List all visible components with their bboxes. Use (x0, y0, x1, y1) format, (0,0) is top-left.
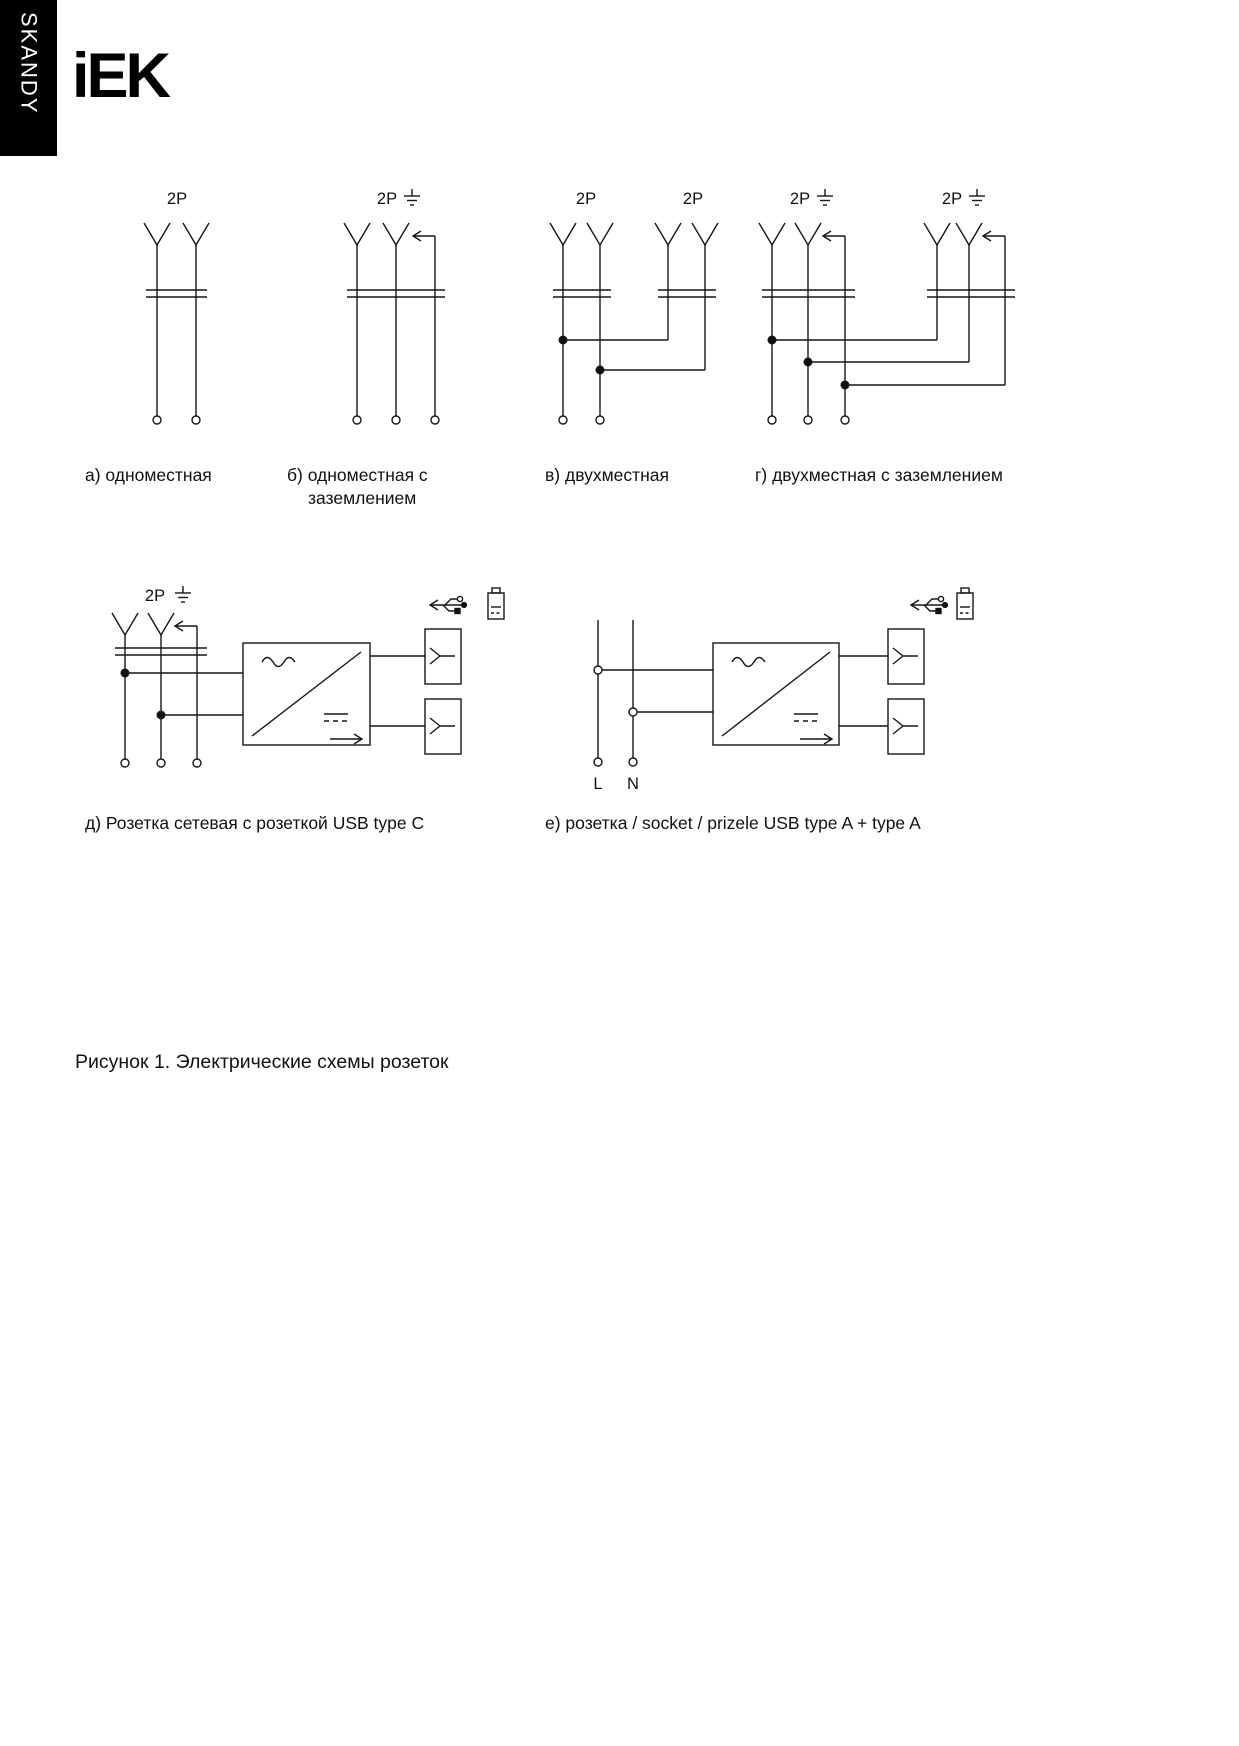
terminal-circle (804, 416, 812, 424)
junction-dot (804, 358, 812, 366)
junction-dot (596, 366, 604, 374)
pole-label: 2P (144, 587, 166, 605)
terminal-circle (392, 416, 400, 424)
power-converter-box (243, 643, 370, 745)
junction-dot (559, 336, 567, 344)
caption-v: в) двухместная (545, 465, 670, 485)
plug-contact-icon (148, 613, 174, 635)
plug-contact-icon (144, 223, 170, 245)
caption-b-line1: б) одноместная с (287, 465, 428, 485)
caption-g: г) двухместная с заземлением (755, 465, 1003, 485)
plug-contact-icon (956, 223, 982, 245)
plug-contact-icon (550, 223, 576, 245)
terminal-circle (121, 759, 129, 767)
iek-logo: iEK (72, 41, 169, 111)
terminal-circle (629, 758, 637, 766)
brand-sidebar (0, 0, 57, 156)
battery-icon (957, 588, 973, 619)
pole-label: 2P (376, 190, 398, 208)
terminal-circle (193, 759, 201, 767)
power-converter-box (713, 643, 839, 745)
earth-ground-icon (175, 586, 191, 602)
terminal-circle (153, 416, 161, 424)
terminal-circle (353, 416, 361, 424)
brand-sidebar-label: SKANDY (16, 12, 42, 115)
junction-dot (841, 381, 849, 389)
terminal-circle (841, 416, 849, 424)
pole-label: 2P (682, 190, 704, 208)
diagram-b-schematic (340, 180, 470, 440)
plug-contact-icon (112, 613, 138, 635)
earth-ground-icon (817, 189, 833, 205)
caption-b-line2: заземлением (308, 488, 417, 508)
plug-contact-icon (924, 223, 950, 245)
pole-label: 2P (166, 190, 188, 208)
usb-icon (430, 596, 466, 613)
terminal-circle (596, 416, 604, 424)
junction-dot (768, 336, 776, 344)
caption-d: д) Розетка сетевая с розеткой USB type C (85, 813, 425, 833)
figure-caption: Рисунок 1. Электрические схемы розеток (75, 1051, 449, 1073)
usb-socket (425, 699, 461, 754)
tap-terminal-circle (629, 708, 637, 716)
terminal-circle (559, 416, 567, 424)
tap-terminal-circle (594, 666, 602, 674)
junction-dot (157, 711, 165, 719)
diagram-v-schematic (545, 180, 730, 440)
usb-socket (425, 629, 461, 684)
diagram-a-schematic (130, 180, 250, 440)
earth-ground-icon (404, 189, 420, 205)
diagram-d-schematic (100, 575, 520, 800)
earth-ground-icon (969, 189, 985, 205)
terminal-circle (768, 416, 776, 424)
plug-contact-icon (344, 223, 370, 245)
caption-b (287, 464, 428, 510)
usb-socket (888, 629, 924, 684)
usb-icon (911, 596, 947, 613)
terminal-circle (431, 416, 439, 424)
usb-socket (888, 699, 924, 754)
diagram-e-schematic (585, 575, 1005, 810)
diagram-g-schematic (755, 180, 1025, 440)
plug-contact-icon (759, 223, 785, 245)
battery-icon (488, 588, 504, 619)
junction-dot (121, 669, 129, 677)
terminal-circle (192, 416, 200, 424)
caption-a: а) одноместная (85, 465, 212, 485)
pole-label: 2P (575, 190, 597, 208)
caption-e: е) розетка / socket / prizele USB type A + type A (545, 813, 921, 833)
plug-contact-icon (183, 223, 209, 245)
plug-contact-icon (383, 223, 409, 245)
line-terminal-label: L (593, 775, 603, 793)
neutral-terminal-label: N (627, 775, 639, 793)
plug-contact-icon (795, 223, 821, 245)
terminal-circle (157, 759, 165, 767)
plug-contact-icon (587, 223, 613, 245)
pole-label: 2P (789, 190, 811, 208)
plug-contact-icon (692, 223, 718, 245)
terminal-circle (594, 758, 602, 766)
plug-contact-icon (655, 223, 681, 245)
pole-label: 2P (941, 190, 963, 208)
